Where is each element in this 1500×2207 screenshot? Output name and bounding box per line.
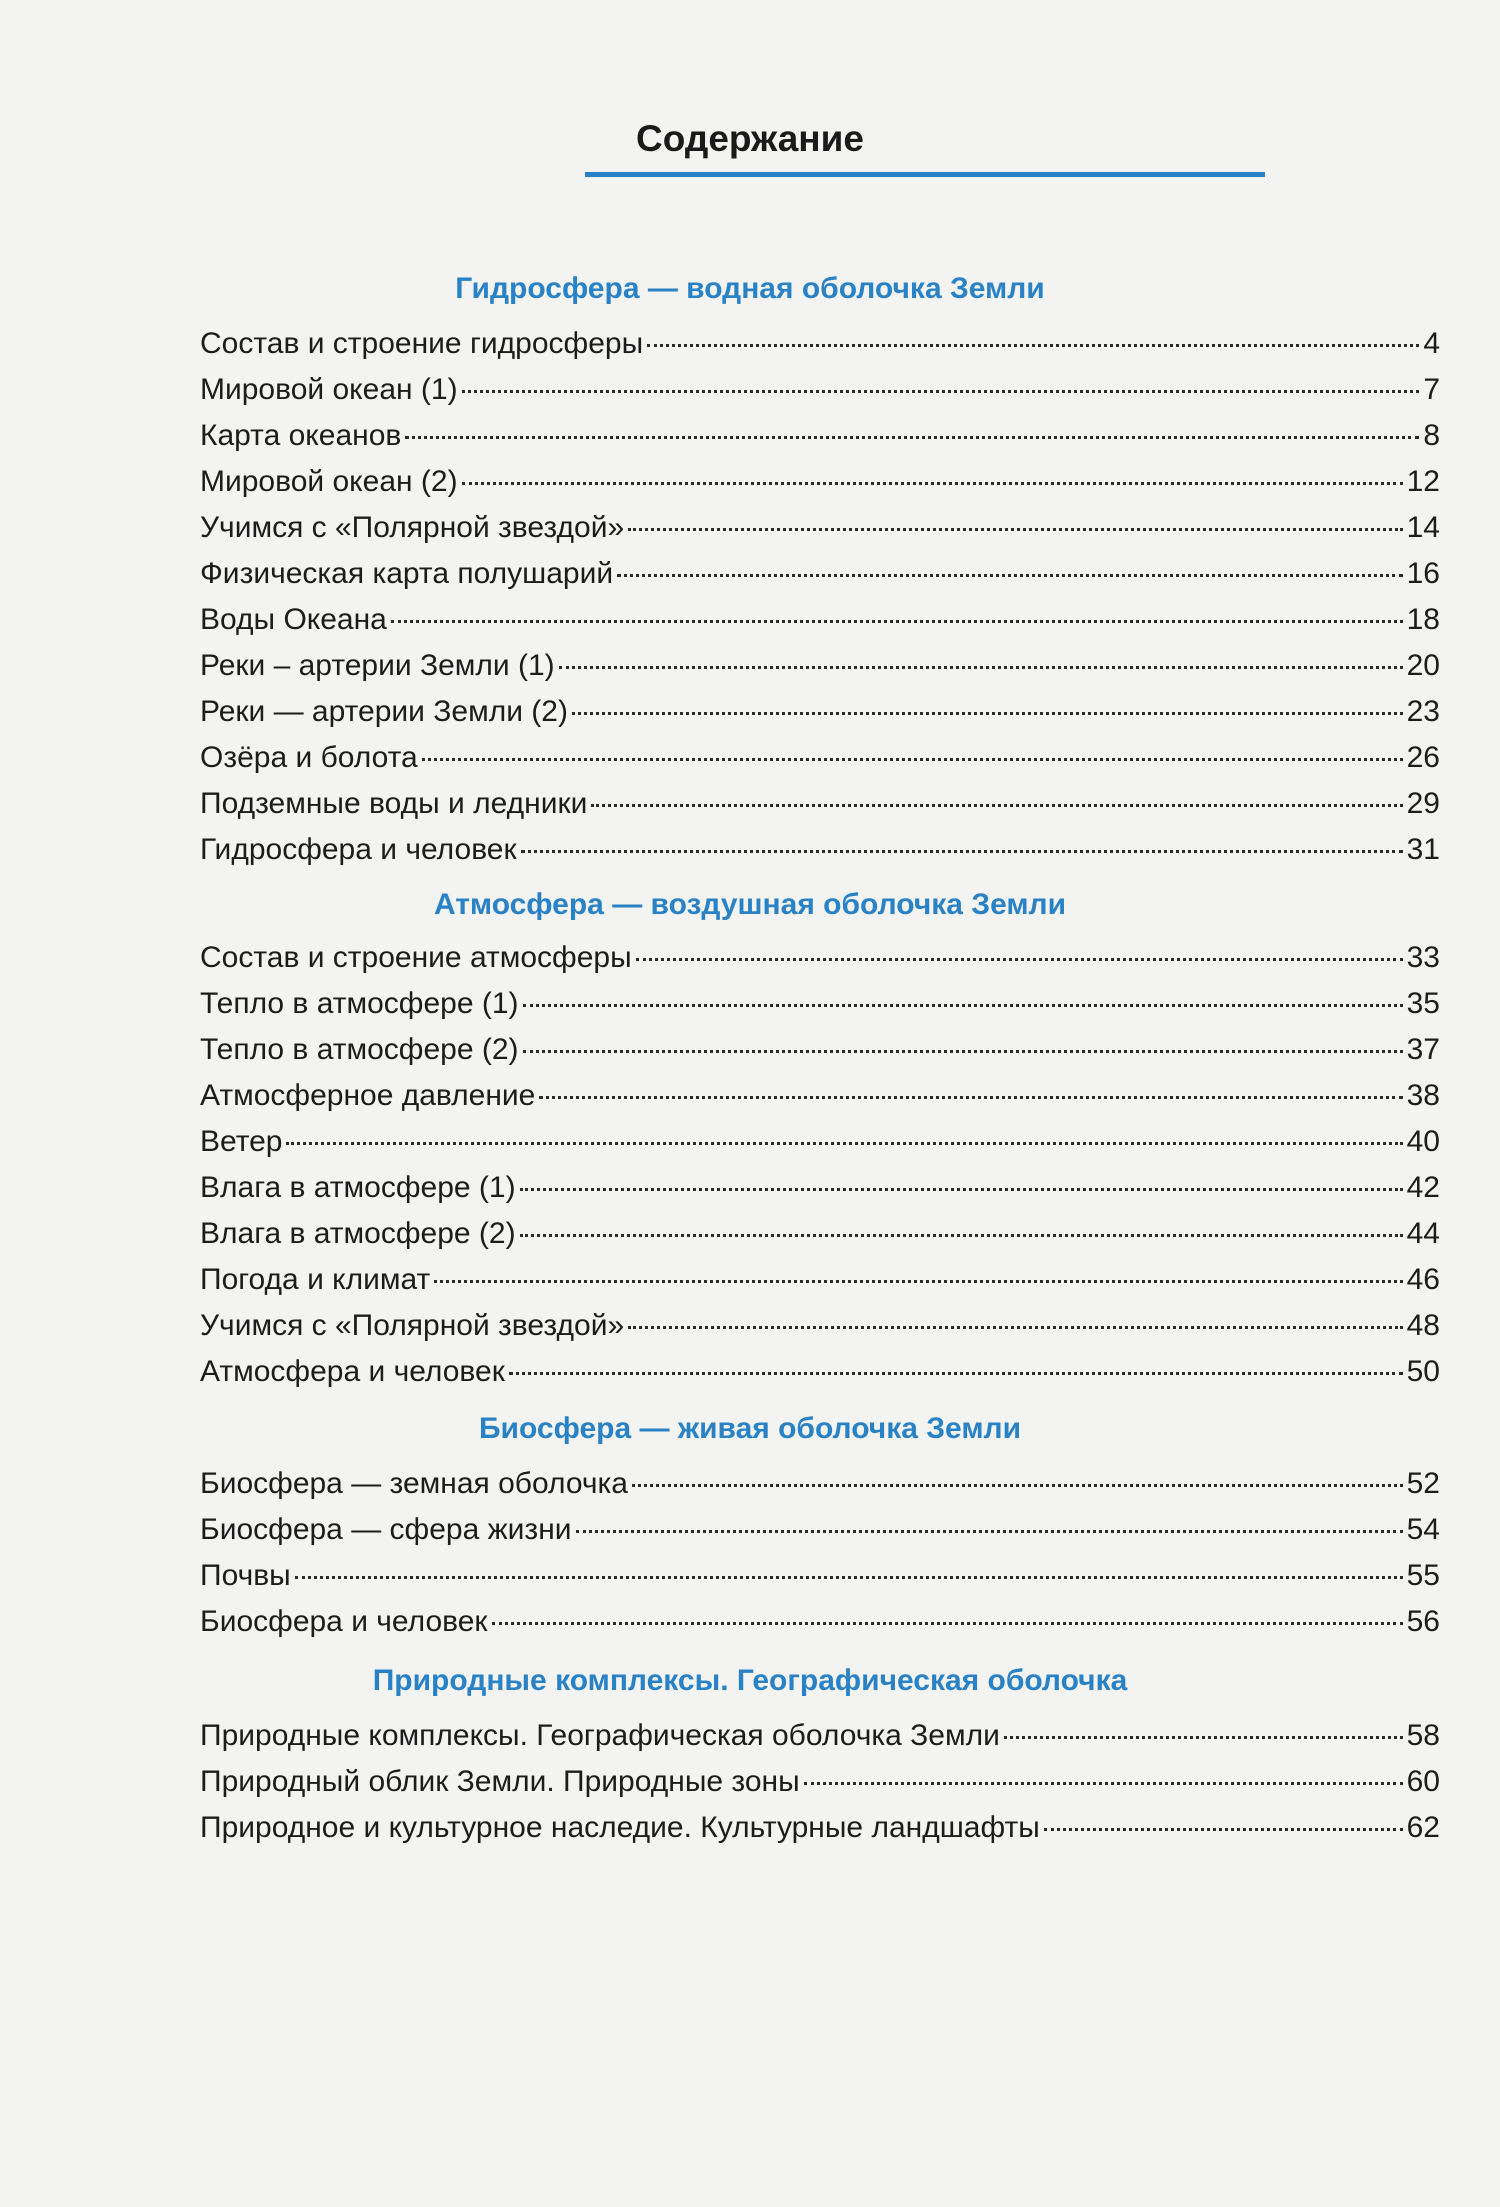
entry-page: 62 <box>1406 1811 1440 1844</box>
entry-page: 14 <box>1406 511 1440 544</box>
dot-leader <box>523 1050 1403 1053</box>
toc-entry[interactable] <box>200 940 1440 976</box>
dot-leader <box>576 1530 1403 1533</box>
toc-entry[interactable] <box>200 648 1440 684</box>
toc-entry[interactable] <box>200 1124 1440 1160</box>
toc-entry[interactable] <box>200 1078 1440 1114</box>
entry-page: 26 <box>1406 741 1440 774</box>
entry-page: 46 <box>1406 1263 1440 1296</box>
entry-page: 56 <box>1406 1605 1440 1638</box>
dot-leader <box>462 482 1403 485</box>
entry-page: 44 <box>1406 1217 1440 1250</box>
entry-page: 38 <box>1406 1079 1440 1112</box>
entry-page: 31 <box>1406 833 1440 866</box>
toc-entry[interactable] <box>200 1718 1440 1754</box>
entry-title: Почвы <box>200 1559 291 1592</box>
dot-leader <box>539 1096 1402 1099</box>
entry-page: 29 <box>1406 787 1440 820</box>
entry-title: Учимся с «Полярной звездой» <box>200 1309 625 1342</box>
entry-page: 48 <box>1406 1309 1440 1342</box>
toc-entry[interactable] <box>200 1604 1440 1640</box>
entry-title: Биосфера — земная оболочка <box>200 1467 628 1500</box>
entry-page: 35 <box>1406 987 1440 1020</box>
toc-entry[interactable] <box>200 510 1440 546</box>
toc-entry[interactable] <box>200 1764 1440 1800</box>
entry-title: Атмосфера и человек <box>200 1355 505 1388</box>
entry-page: 40 <box>1406 1125 1440 1158</box>
dot-leader <box>286 1142 1402 1145</box>
dot-leader <box>617 574 1403 577</box>
entry-title: Учимся с «Полярной звездой» <box>200 511 625 544</box>
toc-entry[interactable] <box>200 1558 1440 1594</box>
toc-entry[interactable] <box>200 694 1440 730</box>
dot-leader <box>628 1326 1402 1329</box>
section-heading-hydrosphere: Гидросфера — водная оболочка Земли <box>455 272 1045 305</box>
toc-entry[interactable] <box>200 1308 1440 1344</box>
dot-leader <box>422 758 1403 761</box>
entry-title: Воды Океана <box>200 603 387 636</box>
dot-leader <box>523 1004 1403 1007</box>
entry-page: 8 <box>1423 419 1440 452</box>
dot-leader <box>647 344 1419 347</box>
entry-page: 23 <box>1406 695 1440 728</box>
toc-entry[interactable] <box>200 1170 1440 1206</box>
entry-title: Гидросфера и человек <box>200 833 517 866</box>
entry-title: Физическая карта полушарий <box>200 557 614 590</box>
entry-title: Реки — артерии Земли (2) <box>200 695 568 728</box>
toc-entry[interactable] <box>200 1032 1440 1068</box>
entry-title: Подземные воды и ледники <box>200 787 588 820</box>
toc-entry[interactable] <box>200 1810 1440 1846</box>
entry-page: 4 <box>1423 327 1440 360</box>
entry-title: Природное и культурное наследие. Культурные ландшафты <box>200 1811 1040 1844</box>
entry-title: Биосфера — сфера жизни <box>200 1513 572 1546</box>
entry-page: 42 <box>1406 1171 1440 1204</box>
section-heading-atmosphere: Атмосфера — воздушная оболочка Земли <box>433 888 1067 921</box>
toc-entry[interactable] <box>200 1354 1440 1390</box>
entry-page: 16 <box>1406 557 1440 590</box>
dot-leader <box>804 1782 1403 1785</box>
entry-page: 58 <box>1406 1719 1440 1752</box>
entry-title: Природный облик Земли. Природные зоны <box>200 1765 800 1798</box>
dot-leader <box>520 1234 1403 1237</box>
entry-title: Карта океанов <box>200 419 402 452</box>
entry-page: 52 <box>1406 1467 1440 1500</box>
entry-title: Влага в атмосфере (2) <box>200 1217 516 1250</box>
entry-page: 7 <box>1423 373 1440 406</box>
dot-leader <box>520 1188 1403 1191</box>
title-underline <box>585 172 1265 177</box>
dot-leader <box>434 1280 1402 1283</box>
entry-title: Атмосферное давление <box>200 1079 536 1112</box>
dot-leader <box>632 1484 1403 1487</box>
entry-page: 12 <box>1406 465 1440 498</box>
dot-leader <box>591 804 1402 807</box>
entry-title: Влага в атмосфере (1) <box>200 1171 516 1204</box>
toc-entry[interactable] <box>200 464 1440 500</box>
entry-title: Состав и строение гидросферы <box>200 327 644 360</box>
entry-title: Природные комплексы. Географическая оболочка Земли <box>200 1719 1000 1752</box>
toc-entry[interactable] <box>200 372 1440 408</box>
dot-leader <box>1004 1736 1403 1739</box>
entry-title: Тепло в атмосфере (1) <box>200 987 519 1020</box>
dot-leader <box>492 1622 1403 1625</box>
toc-entry[interactable] <box>200 556 1440 592</box>
dot-leader <box>628 528 1402 531</box>
entry-page: 20 <box>1406 649 1440 682</box>
toc-entry[interactable] <box>200 418 1440 454</box>
entry-title: Реки – артерии Земли (1) <box>200 649 555 682</box>
entry-page: 60 <box>1406 1765 1440 1798</box>
entry-page: 18 <box>1406 603 1440 636</box>
toc-entry[interactable] <box>200 786 1440 822</box>
dot-leader <box>572 712 1403 715</box>
entry-page: 54 <box>1406 1513 1440 1546</box>
section-heading-biosphere: Биосфера — живая оболочка Земли <box>478 1412 1022 1445</box>
entry-title: Мировой океан (1) <box>200 373 458 406</box>
dot-leader <box>295 1576 1403 1579</box>
toc-entry[interactable] <box>200 740 1440 776</box>
toc-entry[interactable] <box>200 1466 1440 1502</box>
dot-leader <box>636 958 1403 961</box>
toc-entry[interactable] <box>200 1512 1440 1548</box>
section-heading-natural-complexes: Природные комплексы. Географическая оболочка <box>372 1664 1128 1697</box>
dot-leader <box>391 620 1403 623</box>
entry-page: 37 <box>1406 1033 1440 1066</box>
entry-title: Мировой океан (2) <box>200 465 458 498</box>
entry-title: Биосфера и человек <box>200 1605 488 1638</box>
entry-title: Погода и климат <box>200 1263 431 1296</box>
toc-entry[interactable] <box>200 1262 1440 1298</box>
entry-page: 33 <box>1406 941 1440 974</box>
entry-title: Ветер <box>200 1125 283 1158</box>
toc-entry[interactable] <box>200 326 1440 362</box>
dot-leader <box>1044 1828 1403 1831</box>
toc-entry[interactable] <box>200 832 1440 868</box>
dot-leader <box>462 390 1420 393</box>
toc-entry[interactable] <box>200 1216 1440 1252</box>
toc-entry[interactable] <box>200 602 1440 638</box>
dot-leader <box>521 850 1403 853</box>
dot-leader <box>405 436 1419 439</box>
dot-leader <box>509 1372 1403 1375</box>
entry-title: Тепло в атмосфере (2) <box>200 1033 519 1066</box>
entry-title: Состав и строение атмосферы <box>200 941 632 974</box>
page-title: Содержание <box>636 118 864 159</box>
toc-entry[interactable] <box>200 986 1440 1022</box>
entry-page: 55 <box>1406 1559 1440 1592</box>
entry-page: 50 <box>1406 1355 1440 1388</box>
dot-leader <box>559 666 1403 669</box>
entry-title: Озёра и болота <box>200 741 418 774</box>
